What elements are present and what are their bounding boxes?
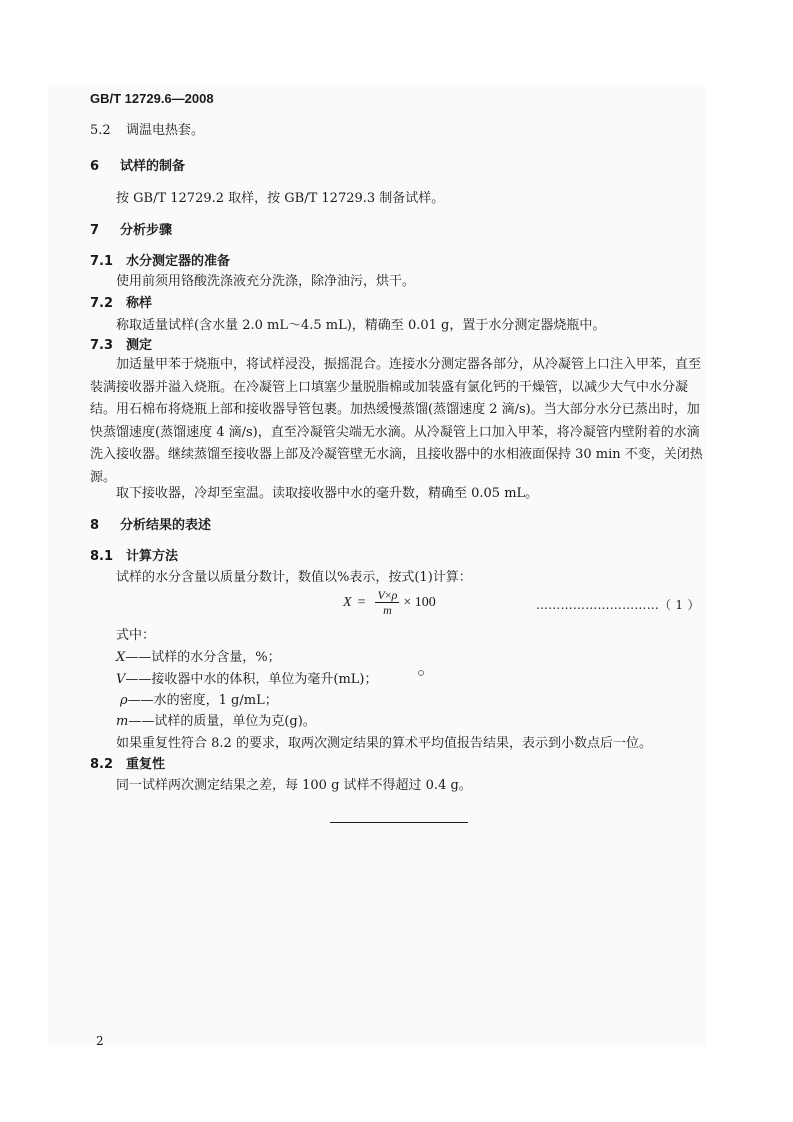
scan-speck (418, 670, 424, 676)
section-title: 试样的制备 (120, 159, 186, 174)
variable-desc: ——接收器中水的体积，单位为毫升(mL)； (125, 672, 378, 687)
clause-8-1-intro: 试样的水分含量以质量分数计，数值以%表示，按式(1)计算： (116, 570, 472, 585)
clause-number: 7.1 (90, 254, 114, 269)
clause-7-3-body-2: 取下接收器，冷却至室温。读取接收器中水的毫升数，精确至 0.05 mL。 (116, 486, 539, 501)
clause-7-1-heading (90, 254, 230, 270)
variable-symbol: ρ (120, 693, 128, 708)
clause-7-3-body-1: 加适量甲苯于烧瓶中，将试样浸没，振摇混合。连接水分测定器各部分，从冷凝管上口注入甲苯，直至装满接收器并溢入烧瓶。在冷凝管上口填塞少量脱脂棉或加装盛有氯化钙的干燥管，以减少大气中水分凝结。用石棉布将烧瓶上部和接收器导管包裹。加热缓慢蒸馏(蒸馏速度 2 滴/s)。当大部分水分已蒸出时，加快蒸馏速度(蒸馏速度 4 滴/s)，直至冷凝管尖端无水滴。从冷凝管上口加入甲苯，将冷凝管内壁附着的水滴洗入接收器。继续蒸馏至接收器上部及冷凝管壁无水滴，且接收器中的水相液面保持 30 min 不变，关闭热源。 (90, 357, 703, 485)
variable-symbol: X (116, 650, 126, 665)
clause-text: 调温电热套。 (126, 123, 205, 138)
clause-number: 8.1 (90, 549, 114, 564)
formula-equals: = (357, 594, 366, 610)
clause-8-1-heading (90, 549, 178, 565)
numerator-v: V (377, 588, 385, 602)
clause-5-2 (90, 123, 204, 139)
section-number: 7 (90, 223, 100, 238)
clause-8-2-body: 同一试样两次测定结果之差，每 100 g 试样不得超过 0.4 g。 (116, 778, 472, 793)
equation-number: …………………………（ 1 ） (536, 598, 700, 612)
clause-number: 7.3 (90, 338, 114, 353)
variable-desc: ——水的密度，1 g/mL； (127, 693, 278, 708)
fraction-denominator: m (383, 603, 392, 617)
clause-number: 5.2 (90, 123, 111, 138)
section-title: 分析结果的表述 (120, 518, 212, 533)
section-8-heading (90, 518, 211, 534)
variable-desc: ——试样的水分含量，%； (125, 650, 281, 665)
formula-lhs: X (343, 594, 352, 610)
section-6-heading (90, 159, 185, 175)
formula-1 (343, 588, 436, 617)
section-6-body: 按 GB/T 12729.2 取样，按 GB/T 12729.3 制备试样。 (116, 191, 445, 206)
page-number: 2 (96, 1034, 104, 1048)
variable-v (116, 672, 378, 688)
formula-multiplier: × 100 (403, 594, 436, 610)
numerator-times: × (384, 588, 392, 602)
section-title: 分析步骤 (120, 223, 173, 238)
section-7-heading (90, 223, 172, 239)
clause-title: 称样 (126, 296, 153, 311)
clause-8-2-heading (90, 757, 165, 773)
section-number: 8 (90, 518, 100, 533)
numerator-rho: ρ (391, 588, 398, 602)
clause-7-2-body: 称取适量试样(含水量 2.0 mL～4.5 mL)，精确至 0.01 g，置于水分测定器烧瓶中。 (116, 318, 606, 333)
clause-7-3-heading (90, 338, 152, 354)
fraction-numerator (375, 588, 399, 602)
end-rule (330, 822, 468, 823)
variable-x (116, 650, 281, 666)
clause-7-1-body: 使用前须用铬酸洗涤液充分洗涤，除净油污，烘干。 (116, 274, 416, 289)
where-label: 式中： (116, 628, 156, 643)
variable-desc: ——试样的质量，单位为克(g)。 (128, 714, 316, 729)
clause-7-2-heading (90, 296, 152, 312)
variable-m (116, 714, 316, 730)
clause-number: 7.2 (90, 296, 114, 311)
variable-symbol: V (116, 672, 126, 687)
variable-rho (120, 693, 278, 709)
clause-title: 计算方法 (126, 549, 179, 564)
variable-symbol: m (116, 714, 129, 729)
clause-title: 水分测定器的准备 (126, 254, 231, 269)
clause-8-1-closing: 如果重复性符合 8.2 的要求，取两次测定结果的算术平均值报告结果，表示到小数点后一位。 (116, 736, 652, 751)
section-number: 6 (90, 159, 100, 174)
clause-number: 8.2 (90, 757, 114, 772)
standard-number: GB/T 12729.6—2008 (90, 91, 214, 106)
clause-title: 测定 (126, 338, 153, 353)
clause-title: 重复性 (126, 757, 166, 772)
formula-fraction (375, 588, 399, 617)
